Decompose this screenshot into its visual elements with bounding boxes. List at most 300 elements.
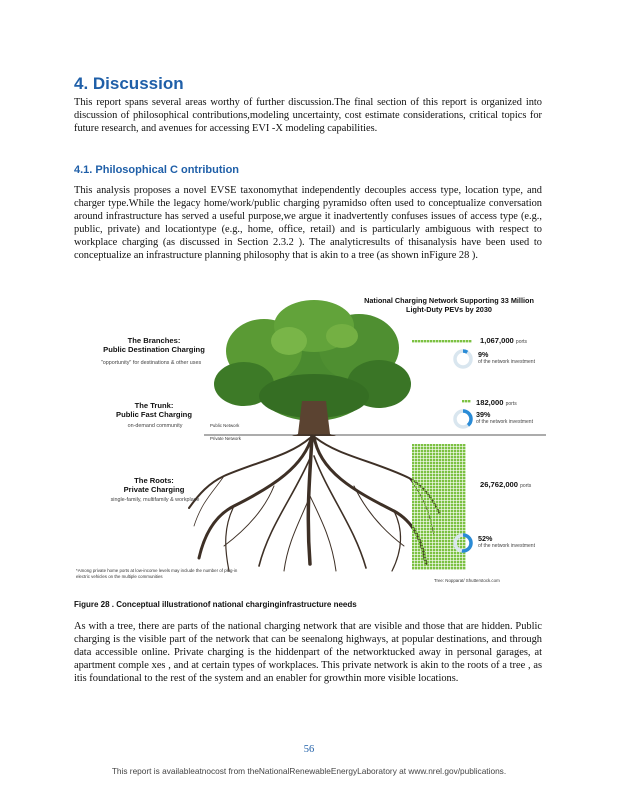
port-dot — [421, 531, 423, 533]
pct-note: of the network investment — [476, 419, 533, 425]
port-dot — [421, 456, 423, 458]
port-dot — [436, 543, 438, 545]
port-dot — [424, 495, 426, 497]
port-dot — [460, 474, 462, 476]
port-dot — [421, 516, 423, 518]
port-dot — [445, 567, 447, 569]
port-dot — [421, 507, 423, 509]
port-dot — [460, 558, 462, 560]
port-dot — [445, 340, 447, 342]
port-dot — [421, 489, 423, 491]
port-dot — [454, 468, 456, 470]
port-dot — [448, 504, 450, 506]
port-dot — [451, 474, 453, 476]
port-dot — [424, 507, 426, 509]
port-dot — [427, 516, 429, 518]
port-dot — [465, 400, 467, 402]
port-dot — [460, 519, 462, 521]
port-dot — [463, 459, 465, 461]
port-dot — [412, 486, 414, 488]
port-dot — [415, 340, 417, 342]
port-dot — [424, 453, 426, 455]
port-dot — [418, 447, 420, 449]
port-dot — [415, 453, 417, 455]
port-dot — [448, 528, 450, 530]
port-dot — [442, 456, 444, 458]
port-dot — [430, 540, 432, 542]
port-dot — [466, 340, 468, 342]
port-dot — [445, 501, 447, 503]
port-dot — [448, 453, 450, 455]
port-dot — [412, 549, 414, 551]
port-dot — [460, 465, 462, 467]
port-dot — [436, 501, 438, 503]
port-dot — [415, 558, 417, 560]
port-dot — [463, 519, 465, 521]
port-dot — [439, 459, 441, 461]
port-dot — [415, 468, 417, 470]
port-dot — [448, 459, 450, 461]
port-dot — [448, 444, 450, 446]
port-dot — [436, 510, 438, 512]
port-dot — [439, 558, 441, 560]
intro-paragraph: This report spans several areas worthy of further discussion.The final section of this report is organized into discussion of philosophical contributions,modeling uncertainty, cost estimate considerations, critical topics for future research, and avenues for accessing EVI -X modeling capabilities. — [74, 97, 542, 134]
port-dot — [445, 543, 447, 545]
port-dot — [415, 522, 417, 524]
port-dot — [460, 567, 462, 569]
port-dot — [439, 465, 441, 467]
port-dot — [421, 447, 423, 449]
port-dot — [421, 504, 423, 506]
port-dot — [427, 561, 429, 563]
port-dot — [442, 498, 444, 500]
port-dot — [436, 513, 438, 515]
stat-trunk-ports — [476, 398, 517, 407]
port-dot — [424, 456, 426, 458]
port-dot — [418, 456, 420, 458]
port-dot — [427, 477, 429, 479]
port-dot — [445, 489, 447, 491]
port-dot — [439, 510, 441, 512]
port-dot — [442, 513, 444, 515]
port-dot — [454, 456, 456, 458]
port-dot — [433, 486, 435, 488]
port-dot — [451, 340, 453, 342]
port-dot — [415, 561, 417, 563]
port-dot — [454, 510, 456, 512]
port-dot — [463, 516, 465, 518]
port-dot — [418, 483, 420, 485]
port-dot — [430, 486, 432, 488]
port-dot — [430, 522, 432, 524]
port-dot — [439, 528, 441, 530]
port-dot — [445, 456, 447, 458]
port-dot — [421, 471, 423, 473]
port-dot — [421, 495, 423, 497]
port-dot — [436, 516, 438, 518]
port-dot — [442, 447, 444, 449]
pct-value: 9% — [478, 350, 489, 359]
port-dot — [463, 340, 465, 342]
port-dot — [427, 474, 429, 476]
port-dot — [433, 552, 435, 554]
port-dot — [436, 468, 438, 470]
port-dot — [430, 483, 432, 485]
port-dot — [451, 471, 453, 473]
port-dot — [454, 453, 456, 455]
port-dot — [430, 450, 432, 452]
port-dot — [448, 450, 450, 452]
port-dot — [424, 492, 426, 494]
port-dot — [427, 522, 429, 524]
port-dot — [427, 465, 429, 467]
trunk-label — [84, 401, 224, 419]
port-dot — [442, 525, 444, 527]
port-dot — [412, 480, 414, 482]
port-dot — [457, 555, 459, 557]
port-dot — [439, 340, 441, 342]
port-dot — [463, 489, 465, 491]
port-dot — [418, 489, 420, 491]
port-dot — [451, 501, 453, 503]
port-dot — [442, 477, 444, 479]
pct-trunk — [476, 411, 533, 425]
port-dot — [412, 561, 414, 563]
port-dot — [421, 561, 423, 563]
port-dot — [439, 525, 441, 527]
port-dot — [427, 531, 429, 533]
port-dot — [445, 537, 447, 539]
port-dot — [427, 456, 429, 458]
port-dot — [463, 444, 465, 446]
port-dot — [427, 498, 429, 500]
port-dot — [442, 510, 444, 512]
port-dot — [448, 567, 450, 569]
port-dot — [454, 462, 456, 464]
port-dot — [421, 462, 423, 464]
port-dot — [433, 465, 435, 467]
port-dot — [439, 522, 441, 524]
port-dot — [463, 567, 465, 569]
port-dot — [427, 492, 429, 494]
port-dot — [457, 513, 459, 515]
port-dot — [415, 495, 417, 497]
port-dot — [445, 468, 447, 470]
port-dot — [462, 400, 464, 402]
port-dot — [436, 549, 438, 551]
port-dot — [412, 543, 414, 545]
port-dot — [433, 516, 435, 518]
port-dot — [448, 495, 450, 497]
port-dot — [412, 552, 414, 554]
port-dot — [457, 495, 459, 497]
port-dot — [436, 459, 438, 461]
port-dot — [418, 477, 420, 479]
port-dot — [442, 504, 444, 506]
port-dot — [445, 555, 447, 557]
port-dot — [448, 546, 450, 548]
port-dot — [421, 528, 423, 530]
port-dot — [448, 513, 450, 515]
port-dot — [415, 450, 417, 452]
port-dot — [430, 444, 432, 446]
port-dot — [442, 543, 444, 545]
port-dot — [421, 564, 423, 566]
port-dot — [436, 489, 438, 491]
port-dot — [448, 477, 450, 479]
port-dot — [418, 501, 420, 503]
port-dot — [439, 537, 441, 539]
port-dot — [427, 447, 429, 449]
port-dot — [442, 453, 444, 455]
port-dot — [463, 465, 465, 467]
pct-value: 52% — [478, 534, 493, 543]
port-dot — [424, 483, 426, 485]
port-dot — [430, 534, 432, 536]
port-dot — [412, 564, 414, 566]
port-dot — [418, 507, 420, 509]
port-dot — [457, 477, 459, 479]
port-dot — [448, 519, 450, 521]
port-dot — [415, 444, 417, 446]
port-dot — [418, 480, 420, 482]
port-dot — [451, 456, 453, 458]
port-dot — [445, 504, 447, 506]
port-dot — [430, 447, 432, 449]
port-dot — [415, 516, 417, 518]
port-dot — [415, 471, 417, 473]
port-dot — [454, 498, 456, 500]
port-dot — [457, 453, 459, 455]
port-dot — [424, 465, 426, 467]
port-dot — [421, 546, 423, 548]
port-dot — [439, 477, 441, 479]
port-dot — [424, 510, 426, 512]
port-dot — [442, 519, 444, 521]
dot-grid-branches — [412, 340, 471, 342]
port-dot — [457, 459, 459, 461]
port-dot — [457, 444, 459, 446]
port-dot — [412, 340, 414, 342]
port-dot — [454, 513, 456, 515]
port-dot — [415, 546, 417, 548]
port-dot — [427, 564, 429, 566]
port-dot — [433, 456, 435, 458]
port-dot — [436, 522, 438, 524]
port-dot — [445, 498, 447, 500]
port-dot — [436, 540, 438, 542]
port-dot — [445, 459, 447, 461]
port-dot — [439, 507, 441, 509]
port-dot — [436, 483, 438, 485]
port-dot — [439, 447, 441, 449]
pct-value: 39% — [476, 410, 491, 419]
port-dot — [448, 540, 450, 542]
port-dot — [454, 567, 456, 569]
port-dot — [424, 459, 426, 461]
port-dot — [430, 549, 432, 551]
port-dot — [460, 513, 462, 515]
port-dot — [451, 453, 453, 455]
port-dot — [427, 555, 429, 557]
port-dot — [430, 465, 432, 467]
port-dot — [412, 444, 414, 446]
port-dot — [424, 522, 426, 524]
port-dot — [439, 450, 441, 452]
port-dot — [433, 459, 435, 461]
port-dot — [421, 480, 423, 482]
stat-roots-ports — [480, 480, 531, 489]
port-dot — [454, 516, 456, 518]
figure-tree-illustration — [74, 296, 546, 588]
port-dot — [436, 471, 438, 473]
port-dot — [448, 501, 450, 503]
port-dot — [445, 561, 447, 563]
port-dot — [463, 477, 465, 479]
port-dot — [430, 495, 432, 497]
port-dot — [448, 507, 450, 509]
port-dot — [427, 540, 429, 542]
port-dot — [427, 510, 429, 512]
port-dot — [415, 531, 417, 533]
port-dot — [433, 549, 435, 551]
port-dot — [430, 555, 432, 557]
page-footer: This report is availableatnocost from theNationalRenewableEnergyLaboratory at www.nrel.gov/publications. — [111, 766, 507, 776]
port-dot — [448, 489, 450, 491]
port-dot — [442, 552, 444, 554]
port-dot — [445, 558, 447, 560]
port-dot — [457, 447, 459, 449]
trunk-title: The Trunk: — [134, 401, 174, 410]
port-dot — [424, 528, 426, 530]
port-dot — [454, 489, 456, 491]
port-dot — [421, 474, 423, 476]
port-dot — [430, 474, 432, 476]
port-dot — [421, 501, 423, 503]
port-dot — [460, 516, 462, 518]
port-dot — [421, 552, 423, 554]
port-dot — [418, 534, 420, 536]
port-dot — [415, 543, 417, 545]
port-dot — [439, 552, 441, 554]
port-dot — [460, 498, 462, 500]
port-dot — [451, 558, 453, 560]
port-dot — [415, 462, 417, 464]
port-dot — [424, 546, 426, 548]
port-dot — [433, 477, 435, 479]
port-dot — [442, 468, 444, 470]
port-dot — [415, 534, 417, 536]
port-dot — [421, 450, 423, 452]
port-dot — [448, 552, 450, 554]
port-dot — [424, 462, 426, 464]
port-dot — [454, 486, 456, 488]
port-dot — [433, 513, 435, 515]
port-dot — [433, 507, 435, 509]
port-dot — [418, 549, 420, 551]
port-dot — [439, 483, 441, 485]
port-dot — [412, 513, 414, 515]
port-dot — [412, 456, 414, 458]
port-dot — [418, 465, 420, 467]
port-dot — [421, 525, 423, 527]
port-dot — [439, 444, 441, 446]
port-dot — [451, 513, 453, 515]
port-dot — [424, 489, 426, 491]
port-dot — [412, 567, 414, 569]
port-dot — [457, 471, 459, 473]
port-dot — [433, 504, 435, 506]
port-dot — [457, 507, 459, 509]
port-dot — [445, 453, 447, 455]
port-dot — [421, 465, 423, 467]
port-dot — [439, 561, 441, 563]
port-dot — [427, 453, 429, 455]
port-dot — [463, 528, 465, 530]
port-dot — [454, 495, 456, 497]
port-dot — [451, 489, 453, 491]
port-dot — [445, 531, 447, 533]
port-dot — [433, 453, 435, 455]
port-dot — [454, 459, 456, 461]
port-dot — [457, 528, 459, 530]
port-dot — [415, 567, 417, 569]
port-dot — [463, 483, 465, 485]
port-dot — [457, 486, 459, 488]
port-dot — [430, 537, 432, 539]
port-dot — [439, 531, 441, 533]
port-dot — [424, 537, 426, 539]
port-dot — [412, 489, 414, 491]
port-dot — [421, 519, 423, 521]
port-dot — [442, 465, 444, 467]
port-dot — [460, 462, 462, 464]
port-dot — [463, 486, 465, 488]
port-dot — [418, 486, 420, 488]
port-dot — [412, 471, 414, 473]
port-dot — [412, 453, 414, 455]
roots-title: The Roots: — [134, 476, 174, 485]
port-dot — [460, 477, 462, 479]
port-dot — [421, 453, 423, 455]
port-dot — [421, 549, 423, 551]
port-dot — [412, 468, 414, 470]
port-dot — [445, 492, 447, 494]
port-dot — [445, 507, 447, 509]
port-dot — [460, 510, 462, 512]
port-dot — [442, 567, 444, 569]
port-dot — [439, 555, 441, 557]
port-dot — [468, 400, 470, 402]
port-dot — [457, 564, 459, 566]
port-dot — [445, 477, 447, 479]
port-dot — [448, 531, 450, 533]
port-dot — [421, 567, 423, 569]
pct-note: of the network investment — [478, 359, 535, 365]
port-dot — [433, 519, 435, 521]
port-dot — [412, 531, 414, 533]
port-dot — [418, 525, 420, 527]
port-dot — [436, 537, 438, 539]
port-dot — [415, 507, 417, 509]
pct-branches — [478, 351, 535, 365]
port-dot — [442, 549, 444, 551]
port-dot — [418, 495, 420, 497]
port-dot — [412, 555, 414, 557]
port-dot — [415, 528, 417, 530]
port-dot — [436, 495, 438, 497]
stat-value: 1,067,000 — [480, 336, 514, 345]
